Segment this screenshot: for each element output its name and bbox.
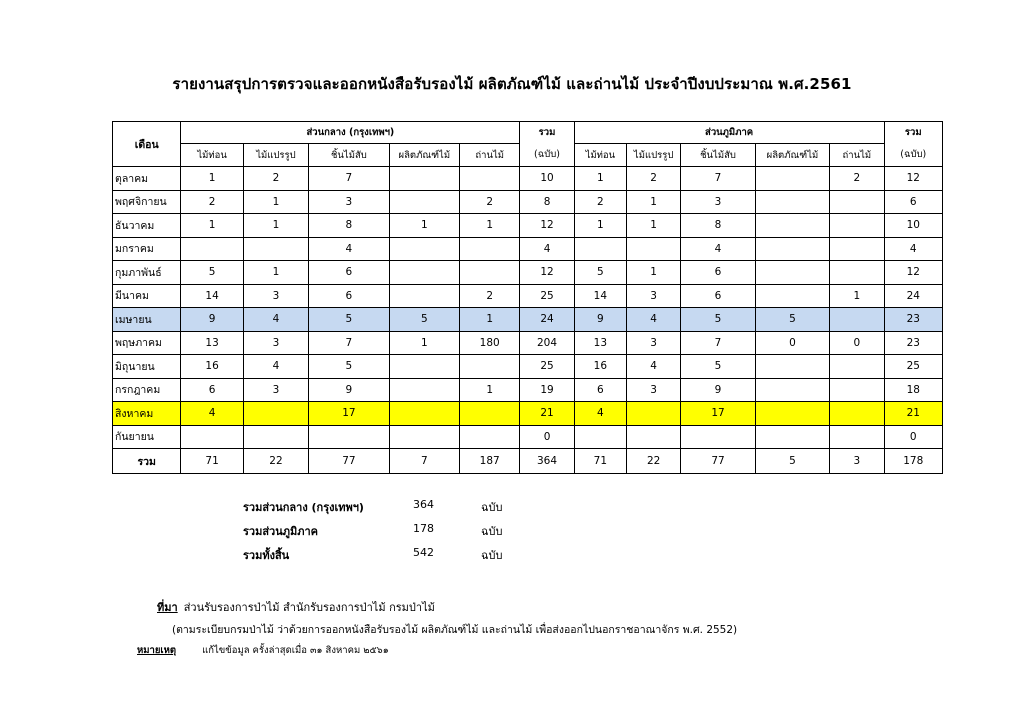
central-chips-cell: 3 (309, 190, 389, 214)
central-chips-cell: 5 (309, 308, 389, 332)
regional-total-cell: 23 (884, 308, 942, 332)
report-table (112, 121, 943, 474)
central-log-cell: 4 (181, 402, 243, 426)
regional-chips-cell: 5 (681, 308, 755, 332)
regional-chips-cell: 4 (681, 237, 755, 261)
regional-products-cell (755, 167, 829, 191)
regional-products-cell (755, 425, 829, 449)
central-charcoal-cell: 1 (460, 378, 520, 402)
month-cell: พฤษภาคม (113, 331, 181, 355)
central-products-header: ผลิตภัณฑ์ไม้ (389, 144, 459, 167)
month-cell: พฤศจิกายน (113, 190, 181, 214)
central-chips-cell: 5 (309, 355, 389, 379)
central-charcoal-cell (460, 355, 520, 379)
table-row (113, 355, 943, 379)
regional-log-cell: 1 (574, 167, 626, 191)
regional-products-cell (755, 237, 829, 261)
table-row (113, 237, 943, 261)
regional-charcoal-cell (830, 237, 884, 261)
regional-total-cell: 12 (884, 261, 942, 285)
central-sawn-cell (243, 402, 308, 426)
regional-charcoal-cell (830, 190, 884, 214)
central-products-cell (389, 425, 459, 449)
regional-sawn-cell: 3 (626, 331, 680, 355)
regional-chips-cell (681, 425, 755, 449)
table-row (113, 425, 943, 449)
central-charcoal-cell: 180 (460, 331, 520, 355)
regional-chips-cell: 7 (681, 331, 755, 355)
central-charcoal-header: ถ่านไม้ (460, 144, 520, 167)
central-sawn-cell (243, 237, 308, 261)
central-chips-header: ชิ้นไม้สับ (309, 144, 389, 167)
regional-total-cell: 18 (884, 378, 942, 402)
regional-products-cell (755, 190, 829, 214)
regional-chips-cell: 3 (681, 190, 755, 214)
regional-total-cell: 23 (884, 331, 942, 355)
central-log-cell: 5 (181, 261, 243, 285)
summary-regional-unit: ฉบับ (481, 525, 503, 538)
central-sawn-cell: 2 (243, 167, 308, 191)
central-products-cell (389, 402, 459, 426)
regional-products-cell (755, 378, 829, 402)
total-regional-sawn: 22 (626, 449, 680, 474)
regional-chips-cell: 17 (681, 402, 755, 426)
month-cell: กรกฎาคม (113, 378, 181, 402)
regional-products-cell (755, 402, 829, 426)
summary-central-label: รวมส่วนกลาง (กรุงเทพฯ) (243, 501, 364, 514)
central-products-cell (389, 261, 459, 285)
central-total-cell: 12 (520, 214, 574, 238)
month-cell: เมษายน (113, 308, 181, 332)
central-chips-cell: 17 (309, 402, 389, 426)
month-column-header: เดือน (113, 122, 181, 167)
central-chips-cell: 6 (309, 284, 389, 308)
regional-log-header: ไม้ท่อน (574, 144, 626, 167)
central-chips-cell: 7 (309, 331, 389, 355)
central-products-cell (389, 355, 459, 379)
table-body (113, 167, 943, 449)
central-chips-cell: 8 (309, 214, 389, 238)
regional-log-cell: 6 (574, 378, 626, 402)
regional-total-header: รวม (884, 122, 942, 144)
central-group-header: ส่วนกลาง (กรุงเทพฯ) (181, 122, 520, 144)
table-row (113, 167, 943, 191)
regional-sawn-cell (626, 402, 680, 426)
regional-chips-cell: 7 (681, 167, 755, 191)
central-log-cell: 2 (181, 190, 243, 214)
central-products-cell (389, 237, 459, 261)
central-charcoal-cell (460, 261, 520, 285)
regional-total-cell: 4 (884, 237, 942, 261)
regional-products-cell (755, 214, 829, 238)
month-cell: มีนาคม (113, 284, 181, 308)
central-products-cell (389, 284, 459, 308)
total-central-chips: 77 (309, 449, 389, 474)
month-cell: มกราคม (113, 237, 181, 261)
regional-log-cell (574, 425, 626, 449)
regional-products-cell (755, 261, 829, 285)
regional-total-unit: (ฉบับ) (884, 144, 942, 167)
regional-sawn-cell (626, 237, 680, 261)
month-cell: กันยายน (113, 425, 181, 449)
central-sawn-cell: 3 (243, 331, 308, 355)
summary-grand-value: 542 (413, 546, 434, 559)
total-central-sum: 364 (520, 449, 574, 474)
summary-grand-unit: ฉบับ (481, 549, 503, 562)
central-total-header: รวม (520, 122, 574, 144)
regional-charcoal-cell (830, 214, 884, 238)
regional-total-cell: 24 (884, 284, 942, 308)
regional-group-header: ส่วนภูมิภาค (574, 122, 884, 144)
table-row (113, 378, 943, 402)
central-charcoal-cell: 1 (460, 214, 520, 238)
table-row (113, 284, 943, 308)
report-title: รายงานสรุปการตรวจและออกหนังสือรับรองไม้ ผลิตภัณฑ์ไม้ และถ่านไม้ ประจำปีงบประมาณ พ.ศ.2561 (172, 75, 852, 93)
month-cell: ธันวาคม (113, 214, 181, 238)
regional-chips-cell: 6 (681, 284, 755, 308)
regional-log-cell: 13 (574, 331, 626, 355)
central-sawn-cell: 1 (243, 190, 308, 214)
central-charcoal-cell: 1 (460, 308, 520, 332)
summary-regional-value: 178 (413, 522, 434, 535)
regional-sawn-cell: 2 (626, 167, 680, 191)
regional-chips-cell: 9 (681, 378, 755, 402)
regional-log-cell (574, 237, 626, 261)
central-products-cell (389, 378, 459, 402)
total-central-sawn: 22 (243, 449, 308, 474)
table-row (113, 190, 943, 214)
regional-sawn-cell: 1 (626, 190, 680, 214)
table-row (113, 308, 943, 332)
table-row (113, 331, 943, 355)
regional-log-cell: 1 (574, 214, 626, 238)
central-sawn-cell: 4 (243, 308, 308, 332)
regional-charcoal-cell (830, 308, 884, 332)
regional-total-cell: 25 (884, 355, 942, 379)
regional-total-cell: 10 (884, 214, 942, 238)
central-log-cell: 9 (181, 308, 243, 332)
regional-charcoal-header: ถ่านไม้ (830, 144, 884, 167)
regional-log-cell: 14 (574, 284, 626, 308)
central-charcoal-cell (460, 402, 520, 426)
central-log-cell: 6 (181, 378, 243, 402)
central-log-header: ไม้ท่อน (181, 144, 243, 167)
month-cell: มิถุนายน (113, 355, 181, 379)
central-sawn-cell: 4 (243, 355, 308, 379)
central-total-cell: 8 (520, 190, 574, 214)
central-chips-cell: 7 (309, 167, 389, 191)
regional-charcoal-cell: 1 (830, 284, 884, 308)
central-chips-cell: 4 (309, 237, 389, 261)
central-total-cell: 0 (520, 425, 574, 449)
regional-log-cell: 4 (574, 402, 626, 426)
regional-sawn-cell: 4 (626, 308, 680, 332)
central-products-cell (389, 167, 459, 191)
central-sawn-cell: 1 (243, 214, 308, 238)
central-total-cell: 24 (520, 308, 574, 332)
regional-sawn-cell (626, 425, 680, 449)
regional-sawn-cell: 4 (626, 355, 680, 379)
source-line (157, 598, 435, 616)
table-row (113, 214, 943, 238)
total-regional-charcoal: 3 (830, 449, 884, 474)
central-log-cell: 14 (181, 284, 243, 308)
regional-log-cell: 2 (574, 190, 626, 214)
table-row (113, 402, 943, 426)
central-products-cell: 5 (389, 308, 459, 332)
regional-log-cell: 5 (574, 261, 626, 285)
regional-chips-cell: 5 (681, 355, 755, 379)
total-central-products: 7 (389, 449, 459, 474)
month-cell: ตุลาคม (113, 167, 181, 191)
central-products-cell: 1 (389, 214, 459, 238)
central-chips-cell: 9 (309, 378, 389, 402)
month-cell: สิงหาคม (113, 402, 181, 426)
central-sawn-cell: 3 (243, 284, 308, 308)
regional-total-cell: 6 (884, 190, 942, 214)
regional-charcoal-cell (830, 261, 884, 285)
regional-charcoal-cell (830, 378, 884, 402)
central-products-cell (389, 190, 459, 214)
central-sawn-header: ไม้แปรรูป (243, 144, 308, 167)
regional-products-cell: 5 (755, 308, 829, 332)
month-cell: กุมภาพันธ์ (113, 261, 181, 285)
remark-label: หมายเหตุ (137, 645, 177, 656)
regional-total-cell: 0 (884, 425, 942, 449)
central-log-cell: 1 (181, 167, 243, 191)
central-charcoal-cell (460, 167, 520, 191)
remark-line (137, 643, 389, 658)
central-charcoal-cell: 2 (460, 190, 520, 214)
regional-charcoal-cell (830, 425, 884, 449)
regional-total-cell: 12 (884, 167, 942, 191)
regional-products-cell (755, 355, 829, 379)
total-central-log: 71 (181, 449, 243, 474)
central-total-cell: 204 (520, 331, 574, 355)
regional-sawn-cell: 1 (626, 214, 680, 238)
regional-charcoal-cell: 2 (830, 167, 884, 191)
central-total-cell: 25 (520, 355, 574, 379)
summary-grand-label: รวมทั้งสิ้น (243, 549, 290, 562)
central-total-unit: (ฉบับ) (520, 144, 574, 167)
central-sawn-cell (243, 425, 308, 449)
central-total-cell: 19 (520, 378, 574, 402)
regional-sawn-cell: 1 (626, 261, 680, 285)
regional-charcoal-cell (830, 355, 884, 379)
central-total-cell: 21 (520, 402, 574, 426)
regional-sawn-cell: 3 (626, 378, 680, 402)
central-log-cell: 16 (181, 355, 243, 379)
central-log-cell (181, 237, 243, 261)
total-central-charcoal: 187 (460, 449, 520, 474)
total-regional-sum: 178 (884, 449, 942, 474)
regional-charcoal-cell (830, 402, 884, 426)
regional-charcoal-cell: 0 (830, 331, 884, 355)
table-row (113, 261, 943, 285)
central-charcoal-cell: 2 (460, 284, 520, 308)
central-total-cell: 25 (520, 284, 574, 308)
regional-chips-cell: 8 (681, 214, 755, 238)
regional-chips-cell: 6 (681, 261, 755, 285)
central-chips-cell (309, 425, 389, 449)
summary-regional-label: รวมส่วนภูมิภาค (243, 525, 319, 538)
central-sawn-cell: 3 (243, 378, 308, 402)
central-products-cell: 1 (389, 331, 459, 355)
remark-text: แก้ไขข้อมูล ครั้งล่าสุดเมื่อ ๓๑ สิงหาคม ๒๕๖๑ (202, 645, 389, 656)
regional-products-header: ผลิตภัณฑ์ไม้ (755, 144, 829, 167)
regional-products-cell: 0 (755, 331, 829, 355)
central-chips-cell: 6 (309, 261, 389, 285)
regional-sawn-header: ไม้แปรรูป (626, 144, 680, 167)
regional-sawn-cell: 3 (626, 284, 680, 308)
central-log-cell (181, 425, 243, 449)
central-total-cell: 4 (520, 237, 574, 261)
regional-log-cell: 16 (574, 355, 626, 379)
central-log-cell: 1 (181, 214, 243, 238)
summary-central-value: 364 (413, 498, 434, 511)
grand-total-row (113, 449, 943, 474)
regional-products-cell (755, 284, 829, 308)
source-note: (ตามระเบียบกรมป่าไม้ ว่าด้วยการออกหนังสือรับรองไม้ ผลิตภัณฑ์ไม้ และถ่านไม้ เพื่อส่งออกไปนอกราชอาณาจักร พ.ศ. 2552) (172, 624, 738, 636)
source-text: ส่วนรับรองการป่าไม้ สำนักรับรองการป่าไม้ กรมป่าไม้ (183, 601, 435, 614)
source-label: ที่มา (157, 601, 178, 614)
total-regional-chips: 77 (681, 449, 755, 474)
central-total-cell: 10 (520, 167, 574, 191)
central-log-cell: 13 (181, 331, 243, 355)
regional-total-cell: 21 (884, 402, 942, 426)
total-regional-log: 71 (574, 449, 626, 474)
summary-central-unit: ฉบับ (481, 501, 503, 514)
central-charcoal-cell (460, 425, 520, 449)
regional-chips-header: ชิ้นไม้สับ (681, 144, 755, 167)
central-charcoal-cell (460, 237, 520, 261)
central-sawn-cell: 1 (243, 261, 308, 285)
regional-log-cell: 9 (574, 308, 626, 332)
central-total-cell: 12 (520, 261, 574, 285)
total-regional-products: 5 (755, 449, 829, 474)
total-label: รวม (113, 449, 181, 474)
